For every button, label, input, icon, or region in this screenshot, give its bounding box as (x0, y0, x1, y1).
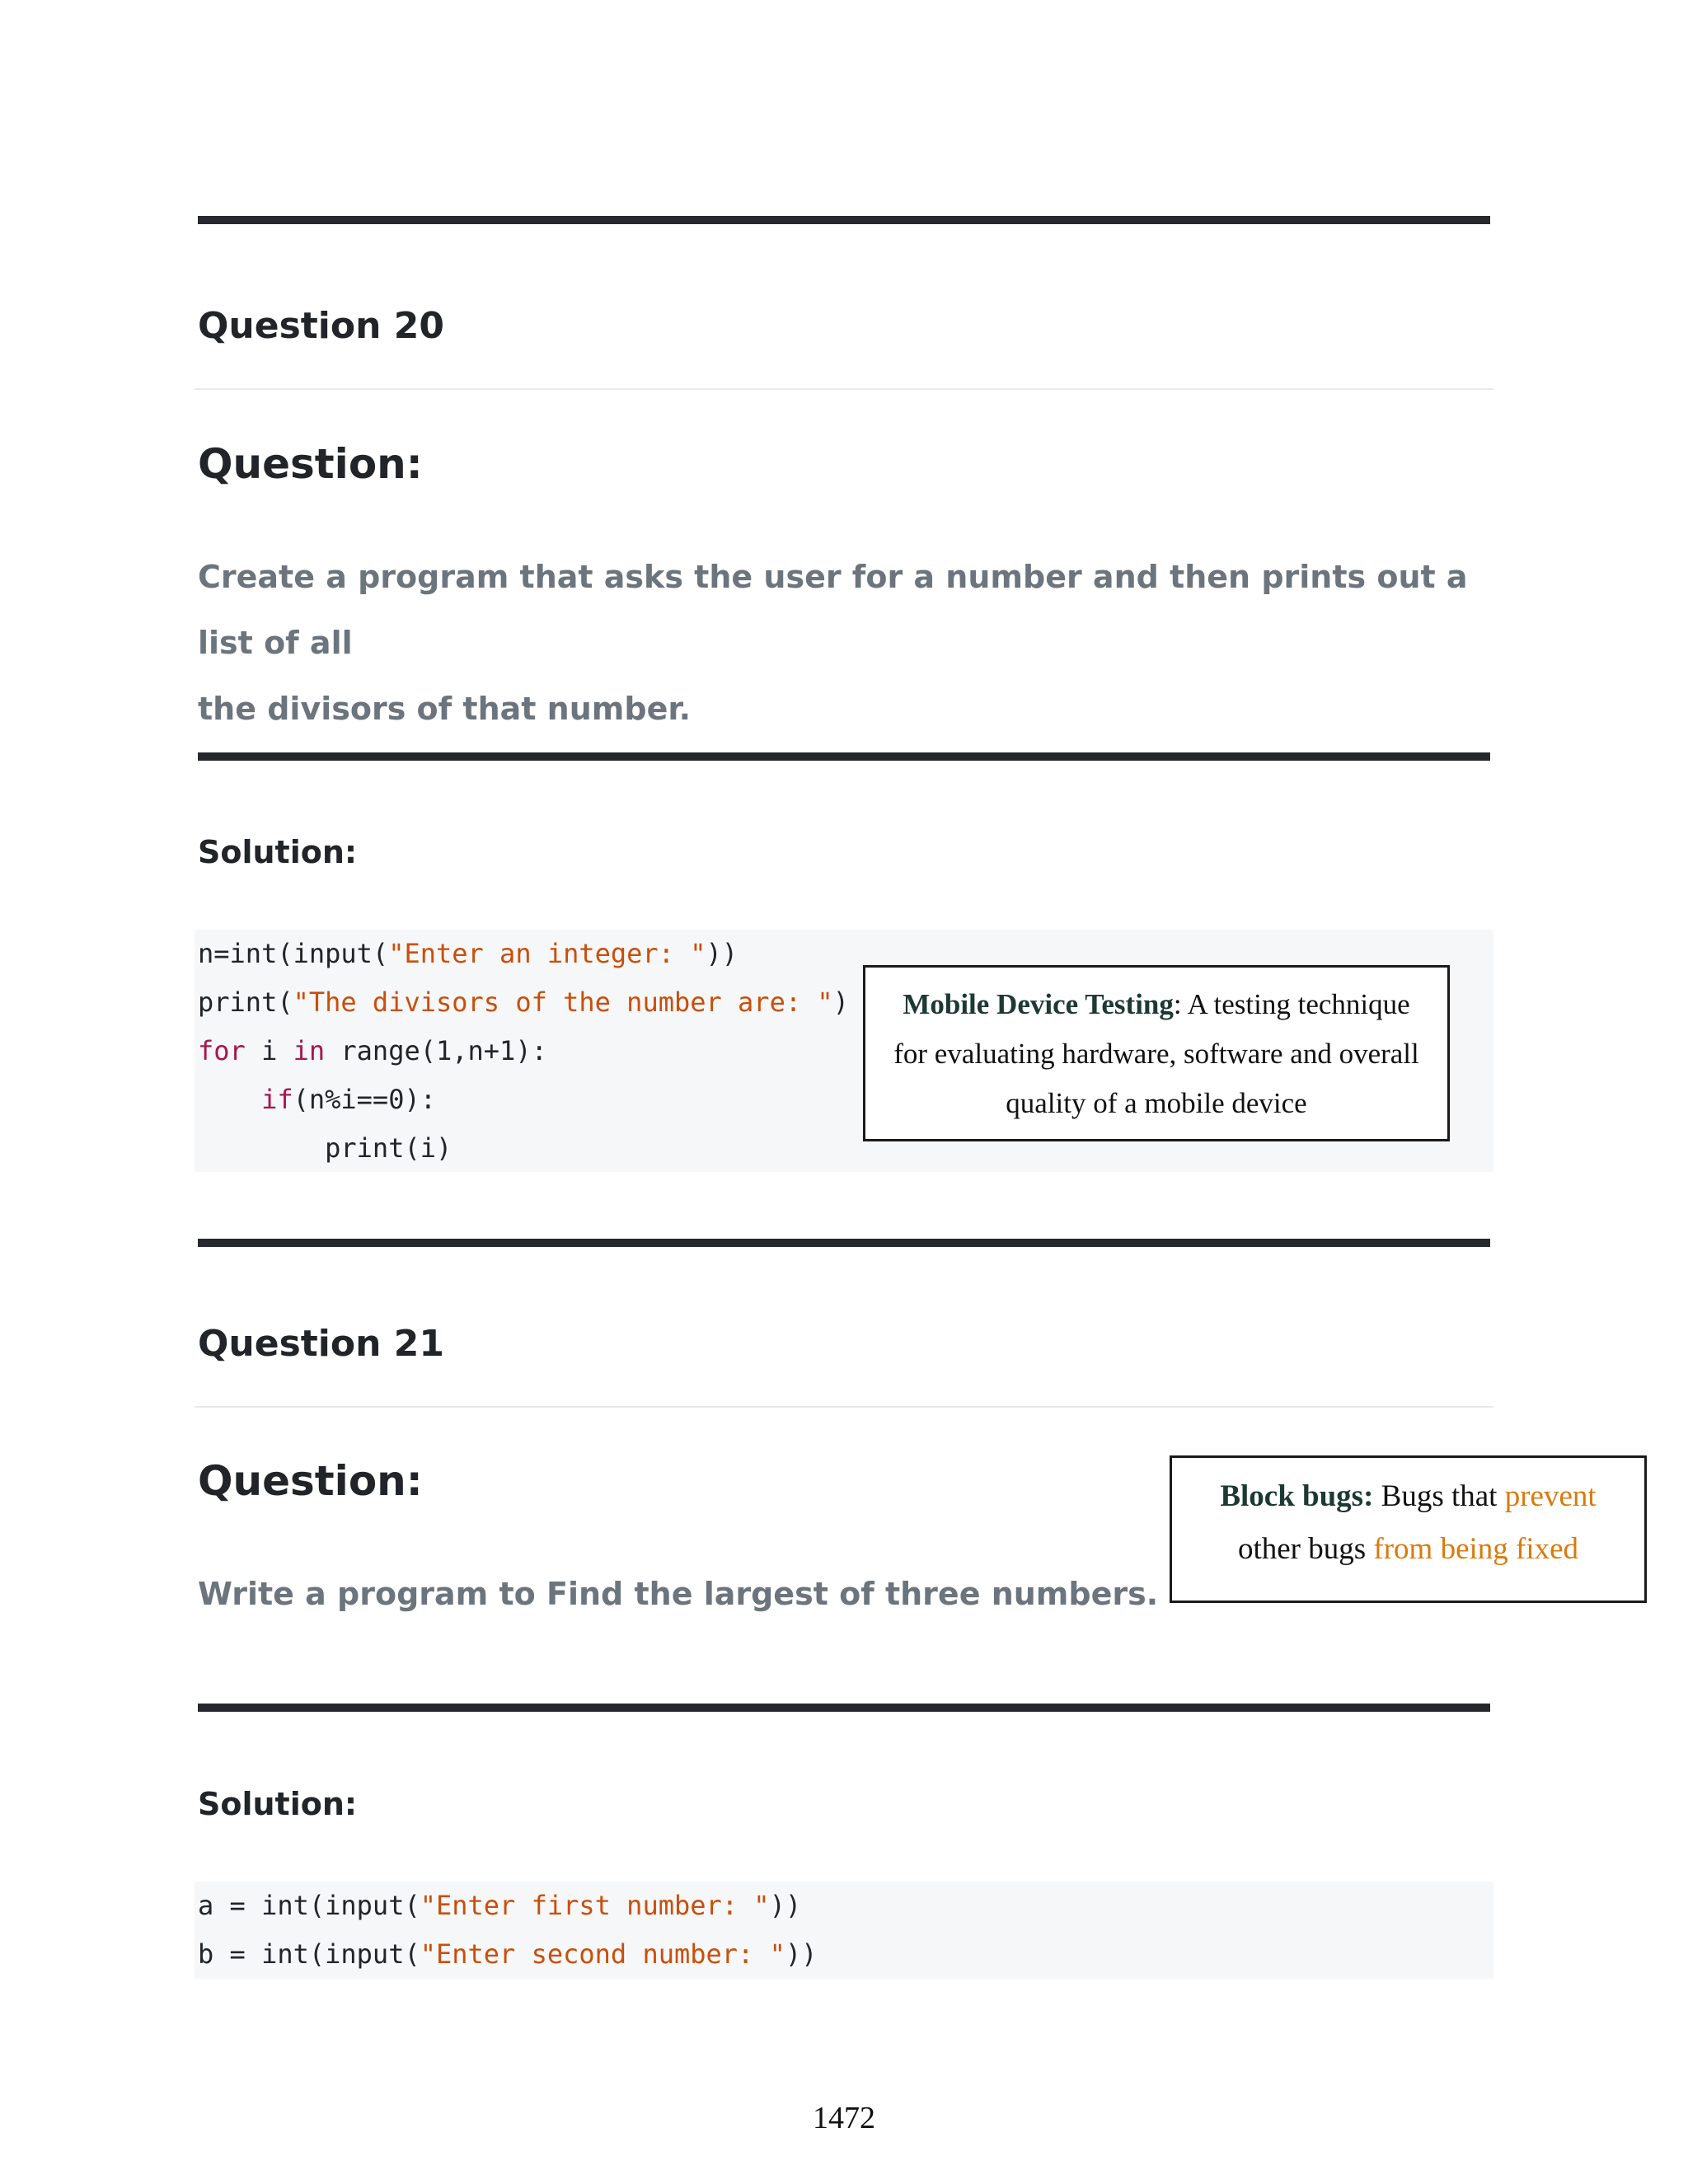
question-label: Question: (198, 1457, 423, 1505)
definition-callout-mobile-device-testing (863, 965, 1450, 1141)
callout-line: for evaluating hardware, software and overall (893, 1038, 1419, 1070)
question-label: Question: (198, 440, 423, 488)
divider-thin (195, 388, 1493, 390)
question-20-heading: Question 20 (198, 305, 444, 347)
code-line: for i in range(1,n+1): (198, 1035, 547, 1066)
callout-line: Mobile Device Testing: A testing technique (903, 988, 1410, 1020)
code-line: print("The divisors of the number are: ") (198, 987, 849, 1018)
divider-thick (198, 1704, 1490, 1712)
code-line: n=int(input("Enter an integer: ")) (198, 938, 738, 969)
divider-thick (198, 752, 1490, 761)
page-number: 1472 (813, 2101, 875, 2135)
solution-label: Solution: (198, 1786, 358, 1822)
callout-line: quality of a mobile device (1006, 1087, 1307, 1119)
callout-term: Mobile Device Testing (903, 988, 1174, 1020)
callout-line: other bugs from being fixed (1237, 1532, 1579, 1566)
divider-thick (198, 216, 1490, 224)
question-21-heading: Question 21 (198, 1323, 444, 1365)
solution-label: Solution: (198, 834, 358, 870)
code-line: b = int(input("Enter second number: ")) (198, 1938, 818, 1970)
question-text: Write a program to Find the largest of three numbers. (198, 1576, 1159, 1612)
code-block (195, 1882, 1493, 1979)
code-line: a = int(input("Enter first number: ")) (198, 1890, 802, 1921)
divider-thick (198, 1239, 1490, 1247)
callout-term: Block bugs: (1220, 1479, 1374, 1513)
question-text (198, 544, 1500, 742)
divider-thin (195, 1406, 1493, 1408)
code-line: print(i) (198, 1132, 452, 1164)
callout-line: Block bugs: Bugs that prevent (1220, 1479, 1597, 1513)
question-text-line: the divisors of that number. (198, 691, 692, 727)
definition-callout-block-bugs (1170, 1455, 1647, 1603)
code-line: if(n%i==0): (261, 1084, 436, 1115)
question-text-line: Create a program that asks the user for a number and then prints out a list of all (198, 559, 1468, 661)
